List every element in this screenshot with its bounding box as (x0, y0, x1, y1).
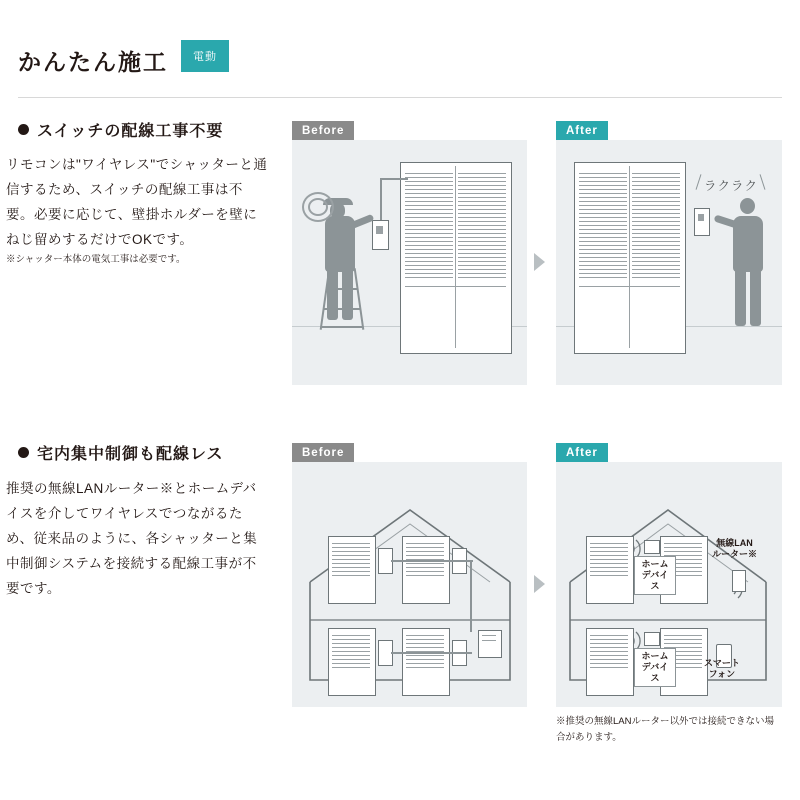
shutter-divider (455, 166, 456, 348)
wiring-lower (391, 652, 472, 654)
shutter-slats (332, 540, 370, 576)
section-2-heading: 宅内集中制御も配線レス (18, 441, 224, 464)
remote-button (698, 214, 704, 221)
callout-home-device-2: ホーム デバイス (634, 648, 676, 687)
callout-home-device-1: ホーム デバイス (634, 556, 676, 595)
switch-button (376, 226, 383, 234)
home-device-upper (644, 540, 660, 554)
shutter-slats (406, 632, 444, 668)
shutter-rail (405, 286, 506, 287)
shutter-rail (579, 286, 680, 287)
resident-leg-right (750, 268, 761, 326)
shutter-divider (629, 166, 630, 348)
caption-slash-left-icon (696, 174, 702, 190)
section-2-arrow-icon (534, 575, 545, 593)
ladder-step-3 (322, 326, 362, 328)
page-header (18, 42, 782, 98)
status-badge-denki: 電動 (181, 40, 229, 72)
wireless-remote (694, 208, 710, 236)
resident-head (740, 198, 755, 214)
section-1-note: ※シャッター本体の電気工事は必要です。 (6, 254, 186, 265)
ladder-rail-right (354, 268, 365, 330)
wiring-upper (391, 560, 473, 562)
wireless-router (732, 570, 746, 592)
shutter-slats (590, 632, 628, 668)
section-1-after-label: After (556, 121, 608, 140)
shutter-slats-left (405, 170, 453, 280)
worker-arm (350, 214, 375, 229)
page-title: かんたん施工 (18, 49, 168, 75)
section-1-before-label: Before (292, 121, 354, 140)
callout-router: 無線LAN ルーター※ (712, 538, 758, 559)
shutter-slats-right (458, 170, 506, 280)
wiring-horizontal (380, 178, 408, 180)
after-caption: ラクラク (704, 179, 759, 193)
section-2-before-panel (292, 462, 527, 707)
home-device-lower (644, 632, 660, 646)
shutter-slats (406, 540, 444, 576)
section-1-arrow-icon (534, 253, 545, 271)
shutter-slats (590, 540, 628, 576)
section-2-note: ※推奨の無線LANルーター以外では接続できない場合があります。 (556, 716, 774, 743)
callout-smartphone: スマート フォン (704, 658, 740, 679)
shutter-slats (332, 632, 370, 668)
section-2-before-label: Before (292, 443, 354, 462)
section-1-after-panel (556, 140, 782, 385)
wall-switch (372, 220, 389, 250)
resident-leg-left (735, 268, 746, 326)
caption-slash-right-icon (760, 174, 766, 190)
section-1-before-panel (292, 140, 527, 385)
header-divider (18, 97, 782, 98)
ladder-step-2 (324, 308, 360, 310)
ladder-step-1 (326, 288, 358, 290)
section-2-after-panel (556, 462, 782, 707)
shutter-slats-right (632, 170, 680, 280)
bullet-icon (18, 124, 29, 135)
shutter-slats-left (579, 170, 627, 280)
wiring-riser (470, 560, 472, 632)
control-unit-line (482, 635, 496, 636)
resident-arm (714, 214, 739, 228)
section-2-after-label: After (556, 443, 608, 462)
tangled-wire-inner-icon (308, 198, 328, 216)
bullet-icon (18, 447, 29, 458)
worker-leg-right (342, 268, 353, 320)
section-1-heading: スイッチの配線工事不要 (18, 118, 223, 141)
control-unit-line (482, 640, 496, 641)
section-2-body: 推奨の無線LANルーター※とホームデバイスを介してワイヤレスでつながるため、従来品のように、各シャッターと集中制御システムを接続する配線工事が不要です。 (6, 481, 258, 596)
section-1-body: リモコンは"ワイヤレス"でシャッターと通信するため、スイッチの配線工事は不要。必要に応じて、壁掛ホルダーを壁にねじ留めするだけでOKです。 (6, 157, 268, 247)
